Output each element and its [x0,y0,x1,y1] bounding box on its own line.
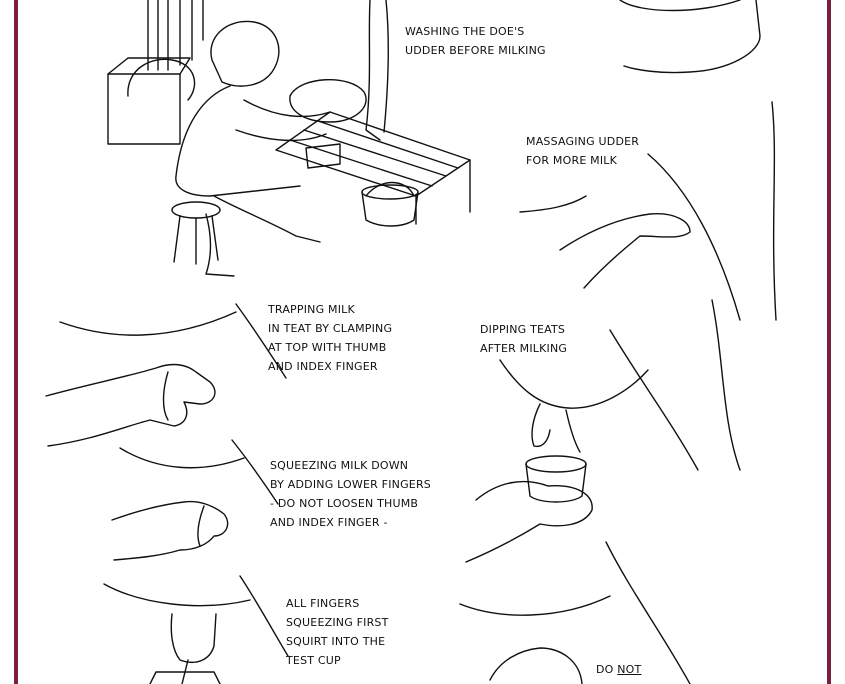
squeezing-fist [171,614,216,662]
person-arm [236,130,326,140]
massaging-hand [560,214,690,288]
caption-dipping [480,320,567,358]
goat-body-outline [620,0,740,11]
goat-udder [290,80,366,122]
goat-leg [384,0,388,132]
caption-line: AFTER MILKING [480,342,568,355]
stand-deck [276,112,470,196]
udder-outline [60,312,236,335]
trapping-drawing [46,304,286,446]
caption-line: AND INDEX FINGER [268,360,378,373]
goat-leg-hairy [610,330,698,470]
goat-leg-hairy [712,300,740,470]
caption-line: IN TEAT BY CLAMPING [268,322,393,335]
caption-trapping [268,300,392,376]
udder-outline [120,448,244,468]
caption-line: BY ADDING LOWER FINGERS [270,478,431,491]
caption-massaging [526,132,639,170]
udder-outline [460,596,610,615]
caption-line: TEST CUP [286,654,341,667]
caption-washing [405,22,546,60]
person-arm [244,100,330,116]
all-fingers-drawing [104,576,288,684]
person-leg [214,196,320,242]
caption-line: WASHING THE DOE'S [405,25,525,38]
caption-line: SQUEEZING FIRST [286,616,389,629]
teat [198,506,204,546]
caption-line: SQUEEZING MILK DOWN [270,459,409,472]
wash-pan [306,144,340,168]
goat-body-outline [624,0,760,73]
teat [164,372,169,420]
caption-line: ALL FINGERS [286,597,360,610]
person-hair [211,21,279,86]
caption-squeezing [270,456,431,532]
caption-line: MASSAGING UDDER [526,135,640,148]
teat [566,410,580,452]
goat-leg [366,0,380,140]
caption-do-not-prefix: DO [596,663,618,676]
teat [532,404,550,446]
trapping-hand [46,365,215,446]
person-leg [206,214,234,276]
feed-box-top [108,58,190,74]
caption-line: UDDER BEFORE MILKING [405,44,546,57]
caption-all-fingers [286,594,389,670]
feed-box [108,74,180,144]
squeezing-drawing [112,440,278,560]
caption-do-not [596,660,641,679]
stool-seat [172,202,220,218]
stool-leg [212,216,218,260]
goat-leg-hairy [772,102,776,320]
person-back [176,86,300,196]
caption-line: TRAPPING MILK [268,303,355,316]
goat-leg-hairy [240,576,288,656]
caption-line: DIPPING TEATS [480,323,566,336]
squeezing-hand [112,502,228,560]
caption-line: AND INDEX FINGER - [270,516,388,529]
udder-top [520,196,586,212]
caption-line: AT TOP WITH THUMB [268,341,387,354]
wrong-hand [490,648,582,684]
caption-line: - DO NOT LOOSEN THUMB [270,497,419,510]
do-not-drawing [460,542,690,684]
caption-line: SQUIRT INTO THE [286,635,386,648]
caption-do-not-emphasis: NOT [617,663,642,676]
dip-cup-rim [526,456,586,472]
udder-outline [104,584,250,606]
caption-line: FOR MORE MILK [526,154,618,167]
stool-leg [174,216,180,262]
udder-outline [500,360,648,408]
